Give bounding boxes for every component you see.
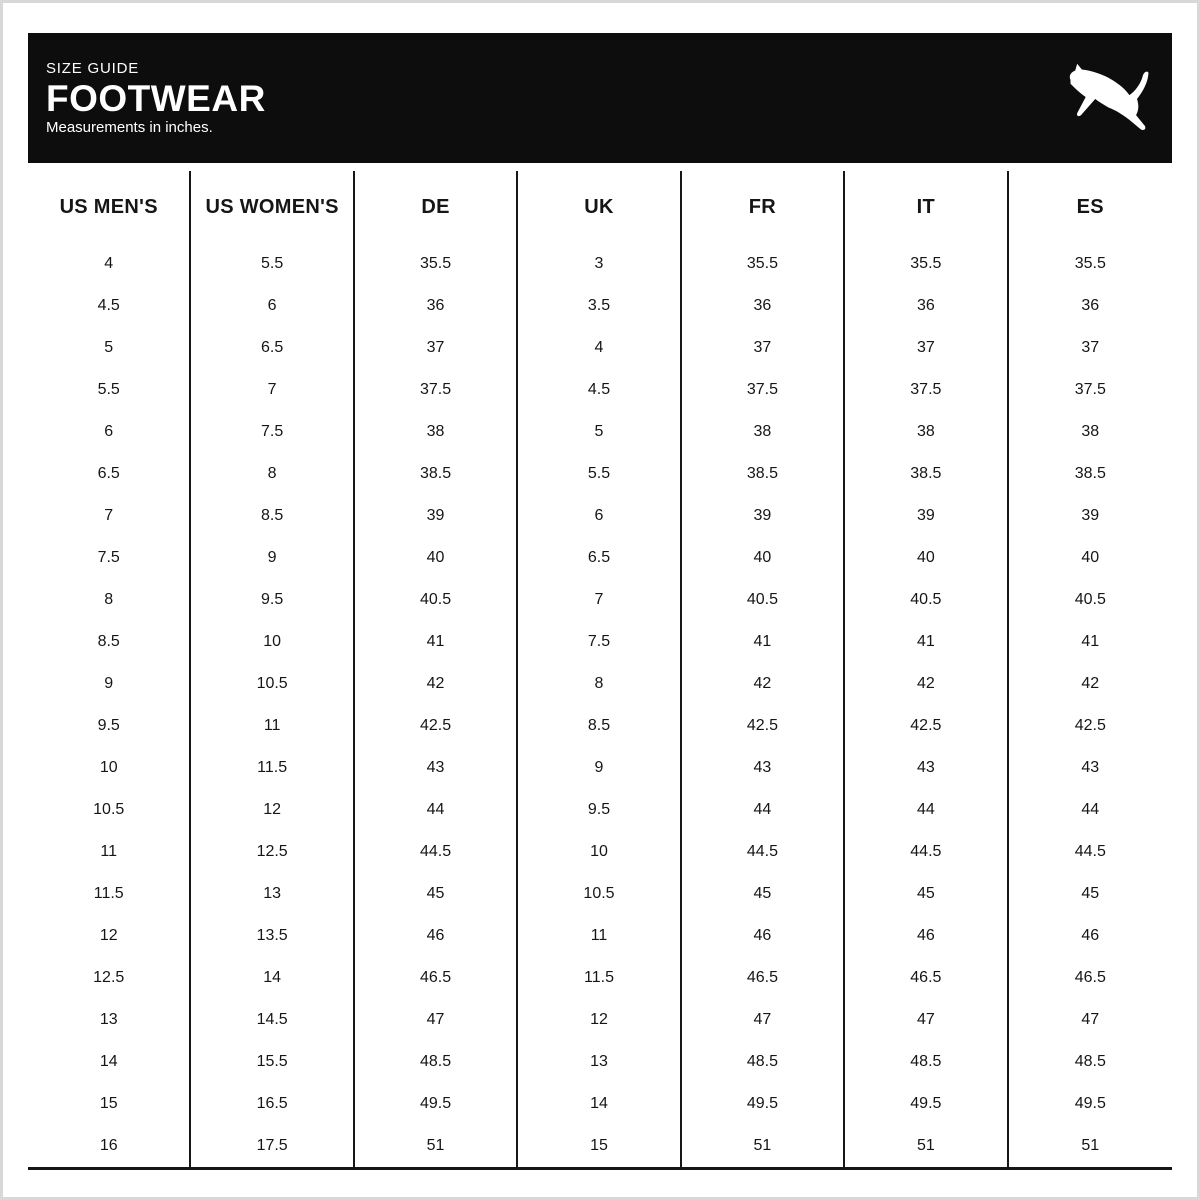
table-cell: 38.5 (682, 453, 845, 495)
table-cell: 5 (28, 327, 191, 369)
table-cell: 51 (355, 1125, 518, 1167)
table-row (28, 705, 1172, 747)
table-cell: 5 (518, 411, 681, 453)
table-cell: 16 (28, 1125, 191, 1167)
table-cell: 11 (191, 705, 354, 747)
table-row (28, 411, 1172, 453)
table-cell: 48.5 (355, 1041, 518, 1083)
table-cell: 45 (1081, 885, 1100, 902)
table-cell: 37.5 (1074, 381, 1106, 398)
table-cell: 44 (1081, 801, 1100, 818)
table-cell: 8.5 (28, 621, 191, 663)
table-row (28, 747, 1172, 789)
table-cell: 4.5 (518, 369, 681, 411)
table-cell: 12 (28, 915, 191, 957)
table-cell: 51 (1081, 1137, 1100, 1154)
table-cell: 46.5 (1074, 969, 1106, 986)
table-cell: 37.5 (682, 369, 845, 411)
table-row (28, 831, 1172, 873)
table-cell: 6 (191, 285, 354, 327)
table-cell: 51 (682, 1125, 845, 1167)
table-row (28, 369, 1172, 411)
table-cell: 37 (355, 327, 518, 369)
table-cell: 42.5 (1074, 717, 1106, 734)
table-row (28, 327, 1172, 369)
table-cell: 35.5 (1074, 255, 1106, 272)
table-cell: 48.5 (682, 1041, 845, 1083)
table-cell: 42 (355, 663, 518, 705)
table-row (28, 495, 1172, 537)
table-row (28, 663, 1172, 705)
table-cell: 38 (845, 411, 1008, 453)
table-cell: 42 (1081, 675, 1100, 692)
table-cell: 45 (682, 873, 845, 915)
table-cell: 49.5 (355, 1083, 518, 1125)
column-header-us-women-s: US WOMEN'S (191, 171, 354, 243)
table-cell: 10 (28, 747, 191, 789)
table-cell: 11.5 (28, 873, 191, 915)
table-cell: 40 (682, 537, 845, 579)
table-cell: 43 (1081, 759, 1100, 776)
table-cell: 39 (845, 495, 1008, 537)
table-cell: 37.5 (355, 369, 518, 411)
table-cell: 40.5 (845, 579, 1008, 621)
table-cell: 41 (682, 621, 845, 663)
table-cell: 35.5 (682, 243, 845, 285)
table-cell: 15 (28, 1083, 191, 1125)
table-cell: 10.5 (28, 789, 191, 831)
table-cell: 7.5 (28, 537, 191, 579)
table-cell: 43 (355, 747, 518, 789)
table-cell: 15 (518, 1125, 681, 1167)
table-cell: 6 (28, 411, 191, 453)
table-cell: 40.5 (682, 579, 845, 621)
table-cell: 8.5 (191, 495, 354, 537)
table-cell: 42.5 (682, 705, 845, 747)
table-cell: 48.5 (845, 1041, 1008, 1083)
table-cell: 42.5 (845, 705, 1008, 747)
table-cell: 16.5 (191, 1083, 354, 1125)
table-cell: 47 (355, 999, 518, 1041)
table-cell: 12.5 (191, 831, 354, 873)
table-cell: 46 (1081, 927, 1100, 944)
table-cell: 17.5 (191, 1125, 354, 1167)
table-cell: 12 (518, 999, 681, 1041)
table-row (28, 873, 1172, 915)
table-cell: 44 (682, 789, 845, 831)
table-cell: 46 (682, 915, 845, 957)
table-cell: 3.5 (518, 285, 681, 327)
table-row (28, 789, 1172, 831)
header-text-block (46, 60, 266, 137)
table-cell: 40 (1081, 549, 1100, 566)
table-cell: 11.5 (191, 747, 354, 789)
table-cell: 44 (845, 789, 1008, 831)
table-cell: 15.5 (191, 1041, 354, 1083)
size-guide-header (28, 33, 1172, 163)
table-cell: 9 (518, 747, 681, 789)
table-cell: 44.5 (682, 831, 845, 873)
table-cell: 14 (28, 1041, 191, 1083)
table-cell: 11 (28, 831, 191, 873)
table-cell: 46 (845, 915, 1008, 957)
table-row (28, 1041, 1172, 1083)
table-cell: 13 (28, 999, 191, 1041)
table-cell: 45 (845, 873, 1008, 915)
table-cell: 42 (682, 663, 845, 705)
table-cell: 8.5 (518, 705, 681, 747)
table-cell: 4.5 (28, 285, 191, 327)
table-cell: 38 (1081, 423, 1100, 440)
table-cell: 44 (355, 789, 518, 831)
table-cell: 5.5 (518, 453, 681, 495)
table-cell: 49.5 (682, 1083, 845, 1125)
table-cell: 44.5 (355, 831, 518, 873)
table-cell: 38.5 (355, 453, 518, 495)
table-row (28, 243, 1172, 285)
table-row (28, 285, 1172, 327)
table-cell: 40.5 (1074, 591, 1106, 608)
table-cell: 42.5 (355, 705, 518, 747)
eyebrow-label: SIZE GUIDE (46, 59, 140, 77)
table-cell: 14 (191, 957, 354, 999)
table-cell: 3 (518, 243, 681, 285)
table-cell: 14 (518, 1083, 681, 1125)
table-cell: 5.5 (28, 369, 191, 411)
size-conversion-table (28, 171, 1172, 1170)
table-cell: 42 (845, 663, 1008, 705)
table-cell: 9 (28, 663, 191, 705)
table-row (28, 537, 1172, 579)
table-cell: 43 (845, 747, 1008, 789)
table-cell: 47 (1081, 1011, 1100, 1028)
table-cell: 35.5 (355, 243, 518, 285)
table-cell: 9.5 (191, 579, 354, 621)
table-cell: 39 (1081, 507, 1100, 524)
table-cell: 10 (518, 831, 681, 873)
table-cell: 38 (682, 411, 845, 453)
column-header-it: IT (845, 171, 1008, 243)
table-cell: 39 (682, 495, 845, 537)
table-cell: 12 (191, 789, 354, 831)
table-cell: 7.5 (518, 621, 681, 663)
table-cell: 6.5 (28, 453, 191, 495)
table-cell: 11 (518, 915, 681, 957)
table-cell: 36 (682, 285, 845, 327)
table-cell: 13 (518, 1041, 681, 1083)
table-cell: 37 (845, 327, 1008, 369)
table-cell: 8 (518, 663, 681, 705)
table-cell: 13 (191, 873, 354, 915)
table-cell: 46.5 (355, 957, 518, 999)
table-cell: 49.5 (845, 1083, 1008, 1125)
table-cell: 11.5 (518, 957, 681, 999)
table-cell: 9 (191, 537, 354, 579)
table-row (28, 999, 1172, 1041)
table-cell: 7 (28, 495, 191, 537)
table-row (28, 957, 1172, 999)
table-cell: 9.5 (28, 705, 191, 747)
table-cell: 8 (28, 579, 191, 621)
table-cell: 13.5 (191, 915, 354, 957)
table-cell: 36 (845, 285, 1008, 327)
table-cell: 41 (845, 621, 1008, 663)
table-cell: 4 (518, 327, 681, 369)
table-row (28, 453, 1172, 495)
table-cell: 37 (682, 327, 845, 369)
table-cell: 45 (355, 873, 518, 915)
table-row (28, 1125, 1172, 1167)
table-cell: 7 (191, 369, 354, 411)
table-cell: 46.5 (682, 957, 845, 999)
table-cell: 46.5 (845, 957, 1008, 999)
table-cell: 38 (355, 411, 518, 453)
column-header-fr: FR (682, 171, 845, 243)
column-header-es: ES (1076, 195, 1104, 218)
table-cell: 40.5 (355, 579, 518, 621)
table-row (28, 579, 1172, 621)
table-cell: 51 (845, 1125, 1008, 1167)
table-cell: 49.5 (1074, 1095, 1106, 1112)
table-cell: 44.5 (1074, 843, 1106, 860)
page-title: FOOTWEAR (46, 77, 266, 119)
table-cell: 10.5 (191, 663, 354, 705)
table-cell: 40 (845, 537, 1008, 579)
table-cell: 5.5 (191, 243, 354, 285)
table-header-row (28, 171, 1172, 243)
column-header-de: DE (355, 171, 518, 243)
table-cell: 44.5 (845, 831, 1008, 873)
table-cell: 36 (1081, 297, 1100, 314)
table-cell: 7.5 (191, 411, 354, 453)
table-row (28, 1083, 1172, 1125)
table-cell: 10.5 (518, 873, 681, 915)
table-cell: 6 (518, 495, 681, 537)
table-cell: 12.5 (28, 957, 191, 999)
table-cell: 40 (355, 537, 518, 579)
table-cell: 9.5 (518, 789, 681, 831)
subtitle: Measurements in inches. (46, 119, 213, 137)
puma-cat-logo-icon (1061, 55, 1156, 141)
table-cell: 36 (355, 285, 518, 327)
table-cell: 35.5 (845, 243, 1008, 285)
table-cell: 37 (1081, 339, 1100, 356)
table-body (28, 243, 1172, 1167)
table-cell: 41 (355, 621, 518, 663)
table-cell: 10 (191, 621, 354, 663)
table-cell: 41 (1081, 633, 1100, 650)
table-cell: 39 (355, 495, 518, 537)
table-cell: 7 (518, 579, 681, 621)
table-cell: 8 (191, 453, 354, 495)
column-header-uk: UK (518, 171, 681, 243)
table-cell: 38.5 (1074, 465, 1106, 482)
table-cell: 14.5 (191, 999, 354, 1041)
table-cell: 47 (682, 999, 845, 1041)
table-cell: 43 (682, 747, 845, 789)
table-cell: 48.5 (1074, 1053, 1106, 1070)
table-cell: 4 (28, 243, 191, 285)
table-cell: 47 (845, 999, 1008, 1041)
column-header-us-men-s: US MEN'S (28, 171, 191, 243)
table-cell: 37.5 (845, 369, 1008, 411)
table-row (28, 915, 1172, 957)
table-row (28, 621, 1172, 663)
table-cell: 6.5 (518, 537, 681, 579)
table-cell: 6.5 (191, 327, 354, 369)
table-cell: 46 (355, 915, 518, 957)
table-cell: 38.5 (845, 453, 1008, 495)
